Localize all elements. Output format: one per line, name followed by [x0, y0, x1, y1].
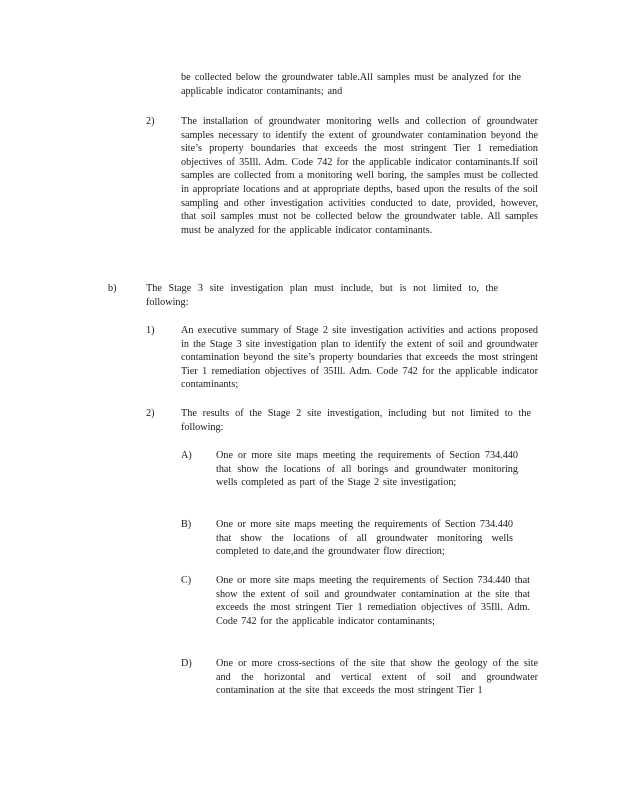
subitem-c-paragraph: One or more site maps meeting the requirements of Section 734.440 that show the extent of soil and groundwater contamination at the site that exceeds the most stringent Tier 1 remediation objectives of 35Ill. Adm. Code 742 for the applicable indicator contaminants; [216, 575, 530, 627]
b-item-1-label: 1) [146, 325, 155, 336]
subitem-c-label: C) [181, 575, 192, 586]
subitem-a-label: A) [181, 450, 192, 461]
b-item-2-label: 2) [146, 408, 155, 419]
item-2-label: 2) [146, 116, 155, 127]
section-b-label: b) [108, 283, 117, 294]
b-item-1-paragraph: An executive summary of Stage 2 site investigation activities and actions proposed in the Stage 3 site investigation plan to identify the extent of soil and groundwater contamination beyond the site’s property boundaries that exceeds the most stringent Tier 1 remediation objectives of 35Ill. Adm. Code 742 for the applicable indicator contaminants; [181, 325, 538, 391]
subitem-d-label: D) [181, 658, 192, 669]
continuation-paragraph: be collected below the groundwater table.All samples must be analyzed for the applicable indicator contaminants; and [181, 72, 521, 97]
item-2-paragraph: The installation of groundwater monitoring wells and collection of groundwater samples necessary to identify the extent of groundwater contamination beyond the site’s property boundaries that exceeds the most stringent Tier 1 remediation objectives of 35Ill. Adm. Code 742 for the applicable indicator contaminants.If soil samples are collected from a monitoring well boring, the samples must be collected in appropriate locations and at appropriate depths, based upon the results of the soil sampling and other investigation activities conducted to date, provided, however, that soil samples must not be collected below the groundwater table. All samples must be analyzed for the applicable indicator contaminants. [181, 116, 538, 236]
subitem-d-paragraph: One or more cross-sections of the site that show the geology of the site and the horizontal and vertical extent of soil and groundwater contamination at the site that exceeds the most stringent Tier 1 [216, 658, 538, 697]
subitem-a-paragraph: One or more site maps meeting the requirements of Section 734.440 that show the locations of all borings and groundwater monitoring wells completed as part of the Stage 2 site investigation; [216, 450, 518, 489]
b-item-2-paragraph: The results of the Stage 2 site investigation, including but not limited to the following: [181, 408, 531, 433]
subitem-b-paragraph: One or more site maps meeting the requirements of Section 734.440 that show the locations of all groundwater monitoring wells completed to date,and the groundwater flow direction; [216, 519, 513, 558]
subitem-b-label: B) [181, 519, 192, 530]
section-b-paragraph: The Stage 3 site investigation plan must include, but is not limited to, the following: [146, 283, 498, 308]
